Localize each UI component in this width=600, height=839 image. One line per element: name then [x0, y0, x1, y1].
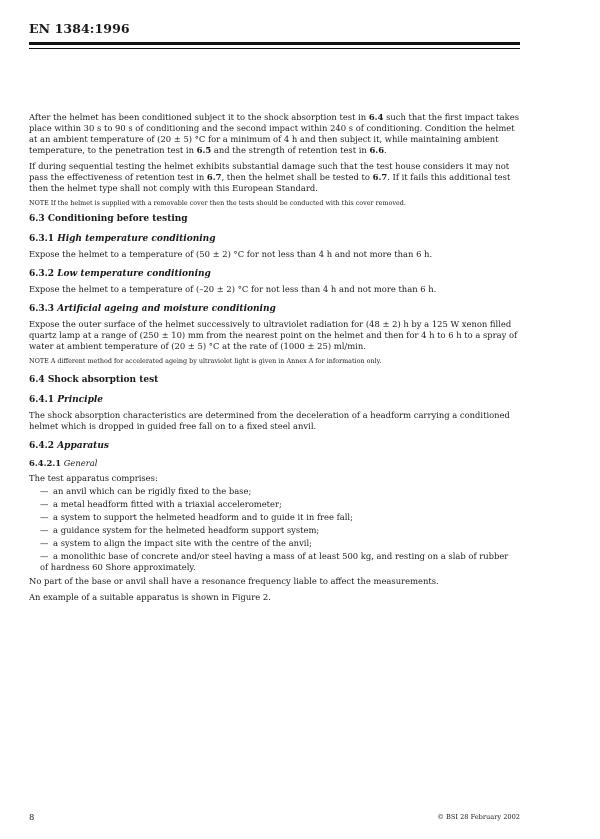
heading-6-3-3: 6.3.3 Artificial ageing and moisture conditioning: [29, 304, 276, 314]
heading-6-3-1: 6.3.1 High temperature conditioning: [29, 234, 216, 244]
list-item: — a metal headform fitted with a triaxial accelerometer;: [40, 499, 282, 509]
copyright-notice: © BSI 28 February 2002: [437, 813, 520, 821]
heading-6-3: 6.3 Conditioning before testing: [29, 214, 188, 224]
paragraph-6-3-2: Expose the helmet to a temperature of (–20 ± 2) °C for not less than 4 h and not more than 6 h.: [29, 284, 437, 294]
paragraph-sequential-testing: If during sequential testing the helmet exhibits substantial damage such that the test house considers it may not pass the effectiveness of retention test in 6.7, then the helmet shall be tested to 6.7. If it fails this additional test then the helmet type shall not comply with this European Standard.: [29, 161, 511, 193]
heading-6-4-2-1: 6.4.2.1 General: [29, 458, 98, 468]
list-item: — a monolithic base of concrete and/or steel having a mass of at least 500 kg, and resting on a slab of rubber of hardness 60 Shore approximately.: [40, 551, 509, 572]
paragraph-sequential-conditioning: After the helmet has been conditioned subject it to the shock absorption test in 6.4 such that the first impact takes place within 30 s to 90 s of conditioning and the second impact within 240 s of conditioning. Condition the helmet at an ambient temperature of (20 ± 5) °C for a minimum of 4 h and then subject it, while maintaining ambient temperature, to the penetration test in 6.5 and the strength of retention test in 6.6.: [29, 112, 519, 155]
header-rule-thick: [29, 42, 520, 45]
paragraph-6-3-3: Expose the outer surface of the helmet successively to ultraviolet radiation for (48 ± 2) h by a 125 W xenon filled quartz lamp at a range of (250 ± 10) mm from the nearest point on the helmet and then for 4 h to 6 h to a spray of water at ambient temperature of (20 ± 5) °C at the rate of (1000 ± 25) ml/min.: [29, 319, 518, 351]
header-rule-thin: [29, 48, 520, 49]
list-item: — a system to support the helmeted headform and to guide it in free fall;: [40, 512, 353, 522]
list-item: — a system to align the impact site with the centre of the anvil;: [40, 538, 312, 548]
paragraph-resonance: No part of the base or anvil shall have a resonance frequency liable to affect the measurements.: [29, 576, 439, 586]
paragraph-figure-reference: An example of a suitable apparatus is shown in Figure 2.: [29, 592, 271, 602]
page-number: 8: [29, 812, 35, 822]
heading-6-4-2: 6.4.2 Apparatus: [29, 441, 109, 451]
heading-6-3-2: 6.3.2 Low temperature conditioning: [29, 269, 211, 279]
document-body: [29, 112, 519, 608]
heading-6-4: 6.4 Shock absorption test: [29, 375, 159, 385]
standard-title: EN 1384:1996: [29, 21, 130, 36]
apparatus-intro: The test apparatus comprises:: [29, 473, 158, 483]
paragraph-6-3-1: Expose the helmet to a temperature of (50 ± 2) °C for not less than 4 h and not more than 6 h.: [29, 249, 433, 259]
heading-6-4-1: 6.4.1 Principle: [29, 395, 104, 405]
list-item: — an anvil which can be rigidly fixed to the base;: [40, 486, 252, 496]
paragraph-6-4-1: The shock absorption characteristics are determined from the deceleration of a headform carrying a conditioned helmet which is dropped in guided free fall on to a fixed steel anvil.: [29, 410, 510, 431]
note-ageing-annex: NOTE A different method for accelerated ageing by ultraviolet light is given in Annex A for information only.: [29, 357, 382, 365]
list-item: — a guidance system for the helmeted headform support system;: [40, 525, 320, 535]
apparatus-list: [29, 486, 519, 573]
note-removable-cover: NOTE If the helmet is supplied with a removable cover then the tests should be conducted with this cover removed.: [29, 199, 406, 207]
